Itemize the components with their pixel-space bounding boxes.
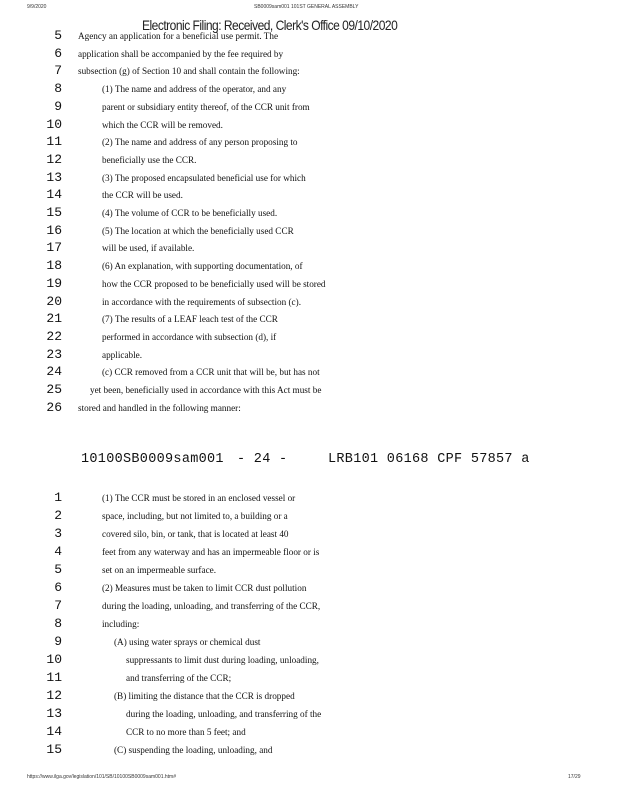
line-number: 11 [46, 134, 62, 150]
line-text: parent or subsidiary entity thereof, of the CCR unit from [102, 101, 310, 112]
line-number: 1 [54, 490, 62, 505]
line-text: (c) CCR removed from a CCR unit that will be, but has not [102, 367, 320, 378]
line-number: 21 [46, 311, 62, 327]
line-text: feet from any waterway and has an impermeable floor or is [102, 547, 320, 557]
line-text: covered silo, bin, or tank, that is located at least 40 [102, 529, 289, 539]
line-number: 3 [54, 526, 62, 541]
line-text: and transferring of the CCR; [126, 673, 232, 683]
line-number: 6 [54, 580, 62, 595]
line-number: 15 [46, 205, 62, 220]
print-page-count: 17/29 [568, 774, 581, 780]
line-number: 19 [46, 275, 62, 291]
line-number: 25 [46, 382, 62, 397]
line-number: 14 [46, 187, 62, 203]
line-text: which the CCR will be removed. [102, 119, 223, 130]
line-text: beneficially use the CCR. [102, 154, 197, 165]
line-text: Agency an application for a beneficial use permit. The [78, 31, 279, 41]
line-text: (3) The proposed encapsulated beneficial use for which [102, 172, 306, 183]
line-number: 11 [46, 670, 62, 685]
line-text: the CCR will be used. [102, 190, 183, 201]
line-number: 8 [54, 81, 62, 97]
line-text: application shall be accompanied by the fee required by [78, 48, 284, 59]
line-number: 20 [46, 293, 62, 309]
line-number: 10 [46, 116, 62, 132]
line-number: 9 [54, 634, 62, 649]
line-text: (A) using water sprays or chemical dust [114, 637, 261, 647]
line-text: (4) The volume of CCR to be beneficially used. [102, 208, 278, 218]
line-number: 9 [54, 98, 62, 114]
line-text: in accordance with the requirements of subsection (c). [102, 296, 301, 307]
line-number: 10 [46, 652, 62, 667]
lrb-number: LRB101 06168 CPF 57857 a [328, 452, 530, 467]
line-number: 24 [46, 364, 62, 380]
line-number: 6 [54, 45, 62, 61]
line-number: 18 [46, 258, 62, 274]
line-number: 12 [46, 151, 62, 167]
line-number: 16 [46, 222, 62, 238]
line-text: (B) limiting the distance that the CCR is dropped [114, 691, 295, 701]
line-text: (6) An explanation, with supporting documentation, of [102, 261, 303, 272]
line-number: 23 [46, 346, 62, 362]
line-text: including: [102, 619, 140, 629]
filing-stamp: Electronic Filing: Received, Clerk's Office 09/10/2020 [142, 17, 398, 33]
line-text: during the loading, unloading, and transferring of the [126, 709, 322, 719]
line-text: how the CCR proposed to be beneficially used will be stored [102, 278, 326, 289]
line-number: 13 [46, 706, 62, 721]
line-text: subsection (g) of Section 10 and shall contain the following: [78, 66, 300, 77]
line-number: 2 [54, 508, 62, 523]
print-date: 9/9/2020 [27, 4, 47, 10]
line-text: yet been, beneficially used in accordance with this Act must be [90, 385, 322, 395]
line-number: 14 [46, 724, 62, 739]
line-text: (C) suspending the loading, unloading, and [114, 745, 273, 755]
line-text: CCR to no more than 5 feet; and [126, 727, 246, 737]
line-text: performed in accordance with subsection (d), if [102, 331, 277, 342]
line-text: during the loading, unloading, and transferring of the CCR, [102, 601, 321, 611]
line-text: (5) The location at which the beneficially used CCR [102, 225, 294, 236]
line-number: 7 [54, 598, 62, 613]
line-number: 22 [46, 328, 62, 344]
line-number: 17 [46, 240, 62, 256]
line-text: (2) Measures must be taken to limit CCR dust pollution [102, 583, 307, 593]
line-text: (2) The name and address of any person proposing to [102, 137, 298, 148]
line-text: applicable. [102, 349, 143, 360]
line-number: 7 [54, 63, 62, 79]
bill-id: 10100SB0009sam001 [81, 452, 224, 467]
page-number: - 24 - [237, 452, 288, 467]
line-number: 15 [46, 742, 62, 757]
line-text: (1) The name and address of the operator, and any [102, 84, 287, 95]
line-number: 5 [54, 562, 62, 577]
print-url: https://www.ilga.gov/legislation/101/SB/10100SB0009sam001.htm# [27, 774, 176, 780]
line-number: 13 [46, 169, 62, 185]
line-number: 5 [54, 28, 62, 43]
line-text: space, including, but not limited to, a building or a [102, 511, 288, 521]
line-number: 8 [54, 616, 62, 631]
line-number: 26 [46, 399, 62, 415]
line-text: (7) The results of a LEAF leach test of the CCR [102, 314, 278, 325]
line-number: 4 [54, 544, 62, 559]
line-number: 12 [46, 688, 62, 703]
line-text: set on an impermeable surface. [102, 565, 217, 575]
line-text: (1) The CCR must be stored in an enclosed vessel or [102, 493, 296, 503]
line-text: will be used, if available. [102, 243, 195, 254]
print-title: SB0009sam001 101ST GENERAL ASSEMBLY [254, 4, 359, 10]
line-text: stored and handled in the following manner: [78, 402, 241, 413]
line-text: suppressants to limit dust during loading, unloading, [126, 655, 319, 665]
